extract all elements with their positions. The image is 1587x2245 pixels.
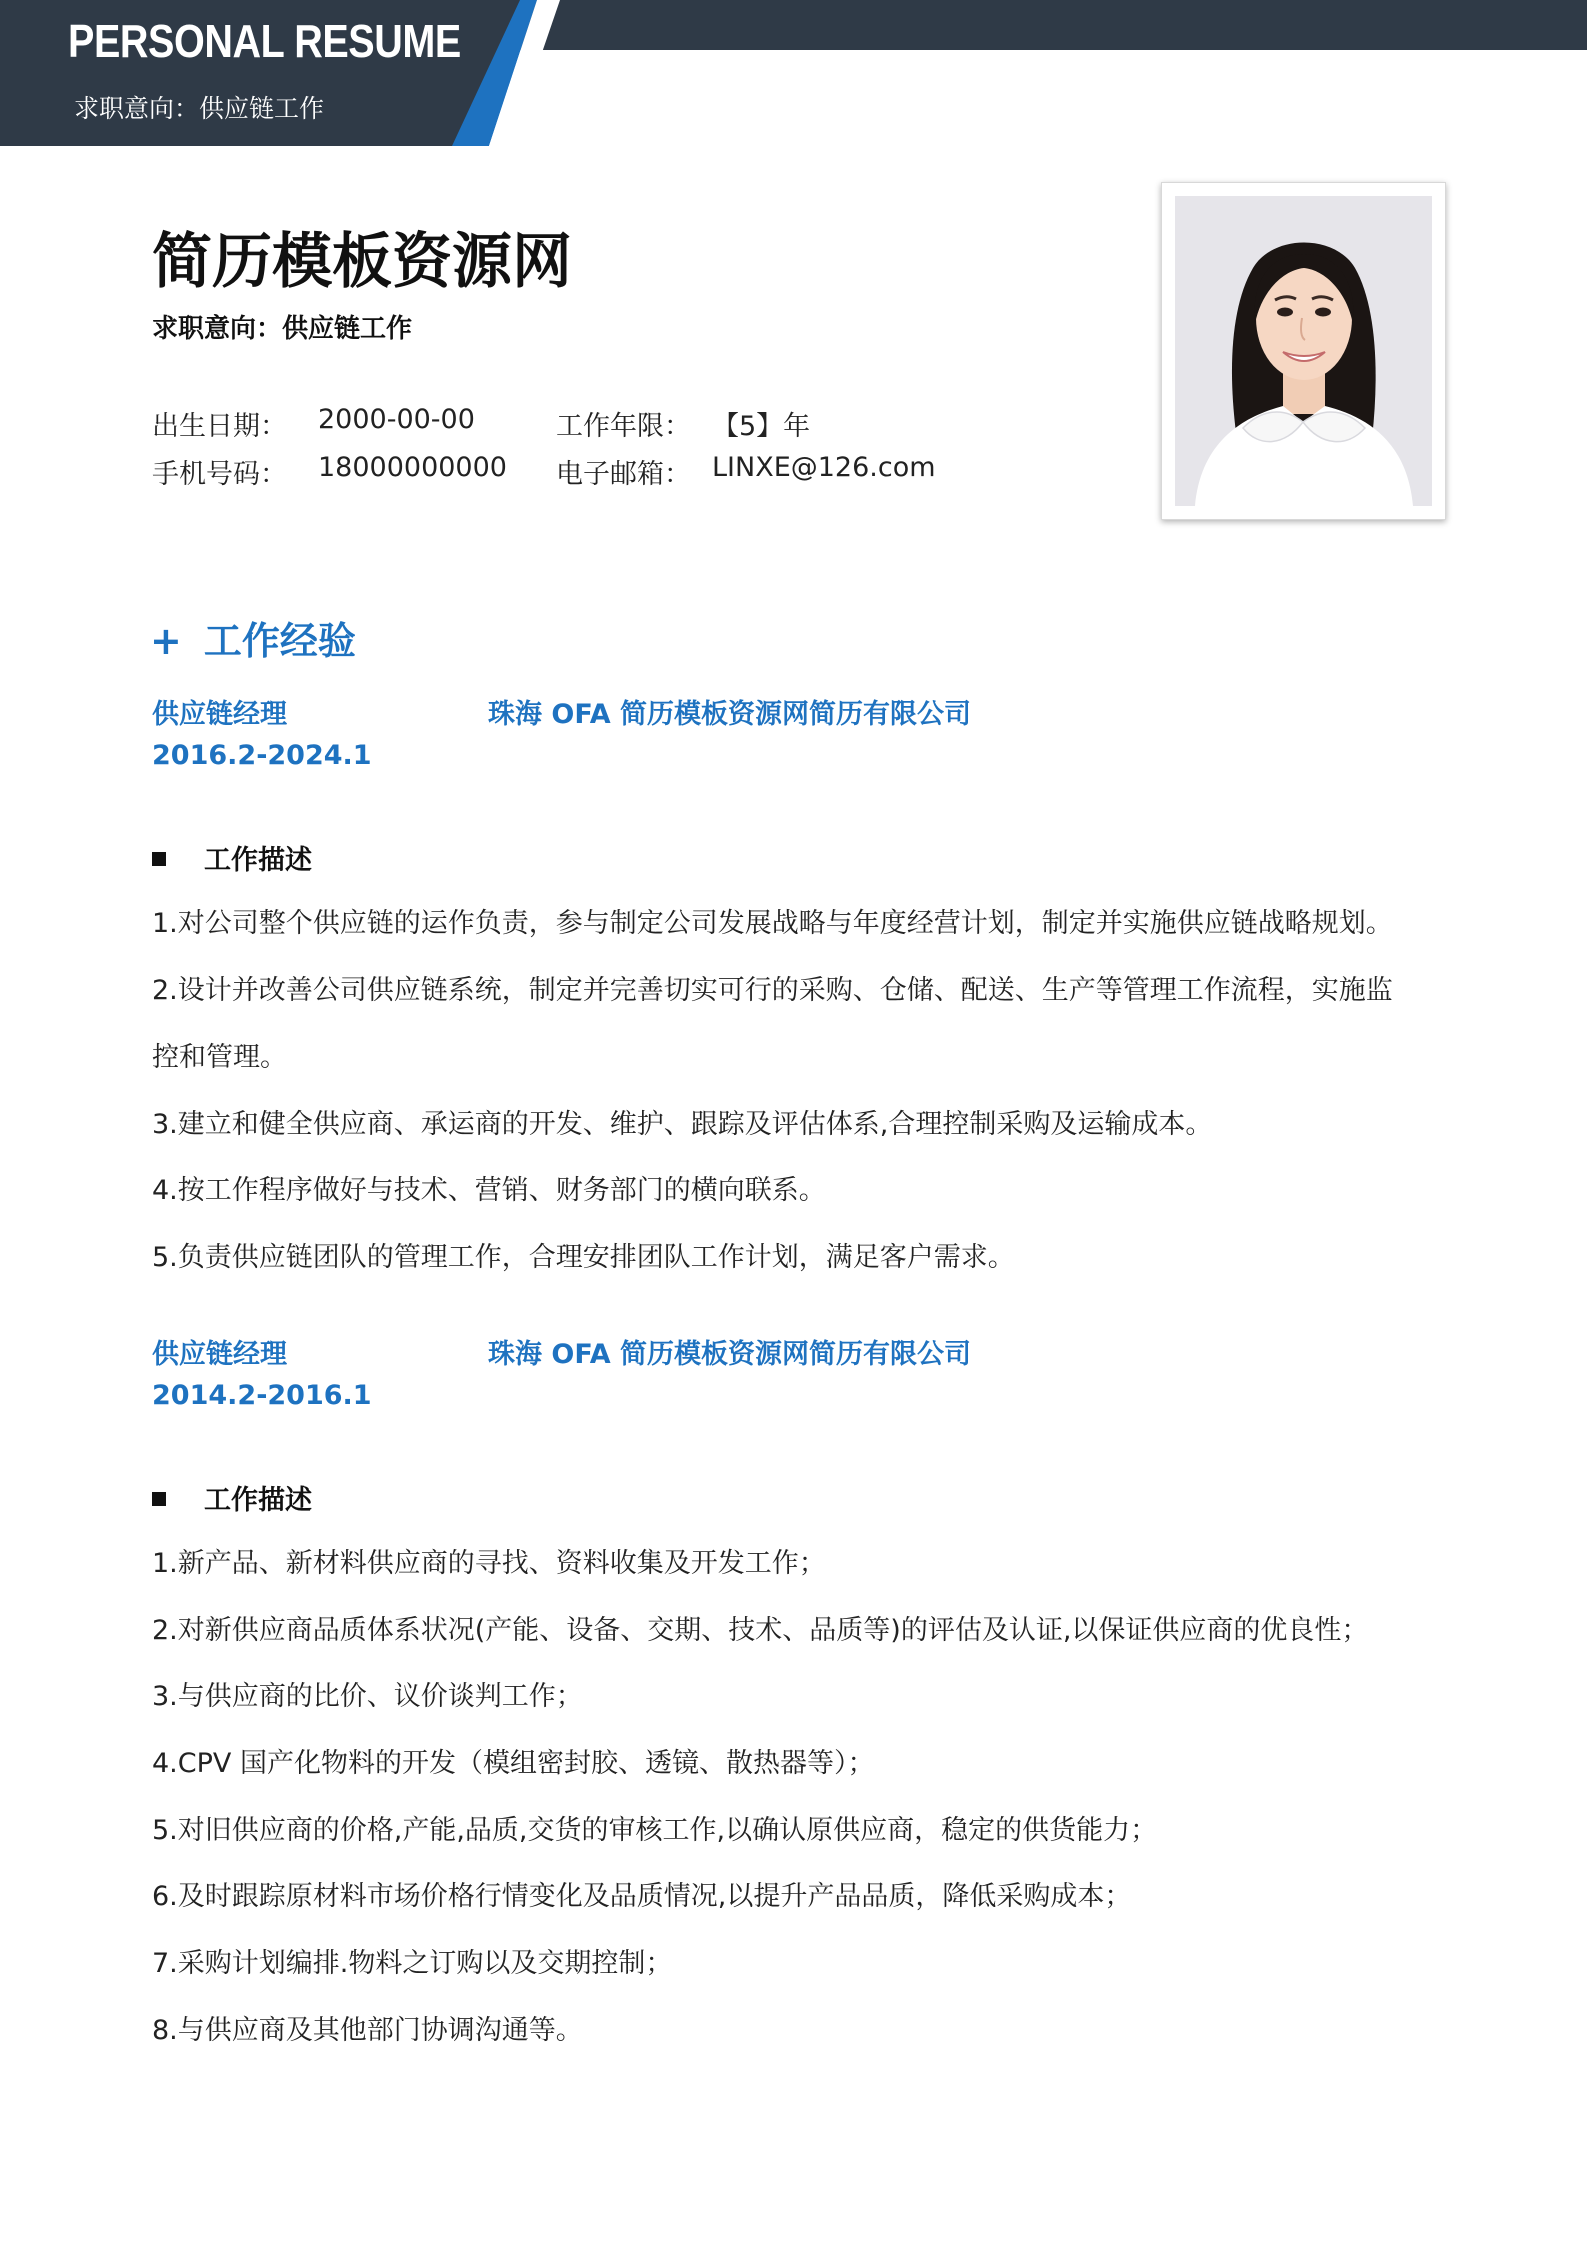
square-bullet-icon	[152, 852, 166, 866]
job-date: 2014.2-2016.1	[152, 1380, 372, 1411]
work-years-label: 工作年限：	[556, 411, 691, 442]
profile-photo-frame	[1161, 182, 1446, 520]
job-description-line: 3.建立和健全供应商、承运商的开发、维护、跟踪及评估体系,合理控制采购及运输成本。	[152, 1109, 1213, 1140]
job-description-heading	[152, 1478, 312, 1517]
job-description-heading	[152, 838, 312, 877]
job-description-line: 1.新产品、新材料供应商的寻找、资料收集及开发工作；	[152, 1548, 826, 1579]
job-description-line: 5.负责供应链团队的管理工作，合理安排团队工作计划，满足客户需求。	[152, 1242, 1015, 1273]
job-company: 珠海 OFA 简历模板资源网简历有限公司	[488, 1339, 971, 1370]
birth-value: 2000-00-00	[318, 404, 475, 435]
job-description-line: 4.按工作程序做好与技术、营销、财务部门的横向联系。	[152, 1175, 826, 1206]
header-banner	[0, 0, 1587, 146]
job-company: 珠海 OFA 简历模板资源网简历有限公司	[488, 699, 971, 730]
banner-subtitle: 求职意向：供应链工作	[74, 94, 325, 123]
job-description-title: 工作描述	[204, 845, 312, 876]
job-description-line: 2.对新供应商品质体系状况(产能、设备、交期、技术、品质等)的评估及认证,以保证供应商的优良性；	[152, 1615, 1369, 1646]
email-label: 电子邮箱：	[556, 459, 691, 490]
birth-label: 出生日期：	[152, 411, 287, 442]
email-value: LINXE@126.com	[712, 452, 936, 483]
square-bullet-icon	[152, 1492, 166, 1506]
phone-label: 手机号码：	[152, 459, 287, 490]
plus-icon: +	[150, 619, 182, 663]
job-role: 供应链经理	[152, 1339, 287, 1370]
job-description-line: 5.对旧供应商的价格,产能,品质,交货的审核工作,以确认原供应商，稳定的供货能力；	[152, 1815, 1158, 1846]
work-experience-heading	[150, 610, 356, 665]
job-role: 供应链经理	[152, 699, 287, 730]
job-description-line: 8.与供应商及其他部门协调沟通等。	[152, 2015, 583, 2046]
job-description-line: 控和管理。	[152, 1042, 287, 1073]
job-description-line: 3.与供应商的比价、议价谈判工作；	[152, 1681, 583, 1712]
job-description-line: 2.设计并改善公司供应链系统，制定并完善切实可行的采购、仓储、配送、生产等管理工作流程，实施监	[152, 975, 1393, 1006]
job-date: 2016.2-2024.1	[152, 740, 372, 771]
profile-photo	[1175, 196, 1432, 506]
job-description-line: 6.及时跟踪原材料市场价格行情变化及品质情况,以提升产品品质，降低采购成本；	[152, 1881, 1132, 1912]
job-description-title: 工作描述	[204, 1485, 312, 1516]
section-title-text: 工作经验	[203, 619, 356, 663]
candidate-name: 简历模板资源网	[152, 227, 572, 297]
job-description-line: 1.对公司整个供应链的运作负责，参与制定公司发展战略与年度经营计划，制定并实施供应链战略规划。	[152, 908, 1393, 939]
job-intent: 求职意向：供应链工作	[152, 314, 413, 344]
phone-value: 18000000000	[318, 452, 507, 483]
banner-title: PERSONAL RESUME	[68, 15, 461, 67]
job-description-line: 7.采购计划编排.物料之订购以及交期控制；	[152, 1948, 673, 1979]
job-description-line: 4.CPV 国产化物料的开发（模组密封胶、透镜、散热器等）；	[152, 1748, 875, 1779]
work-years-value: 【5】年	[712, 411, 811, 442]
